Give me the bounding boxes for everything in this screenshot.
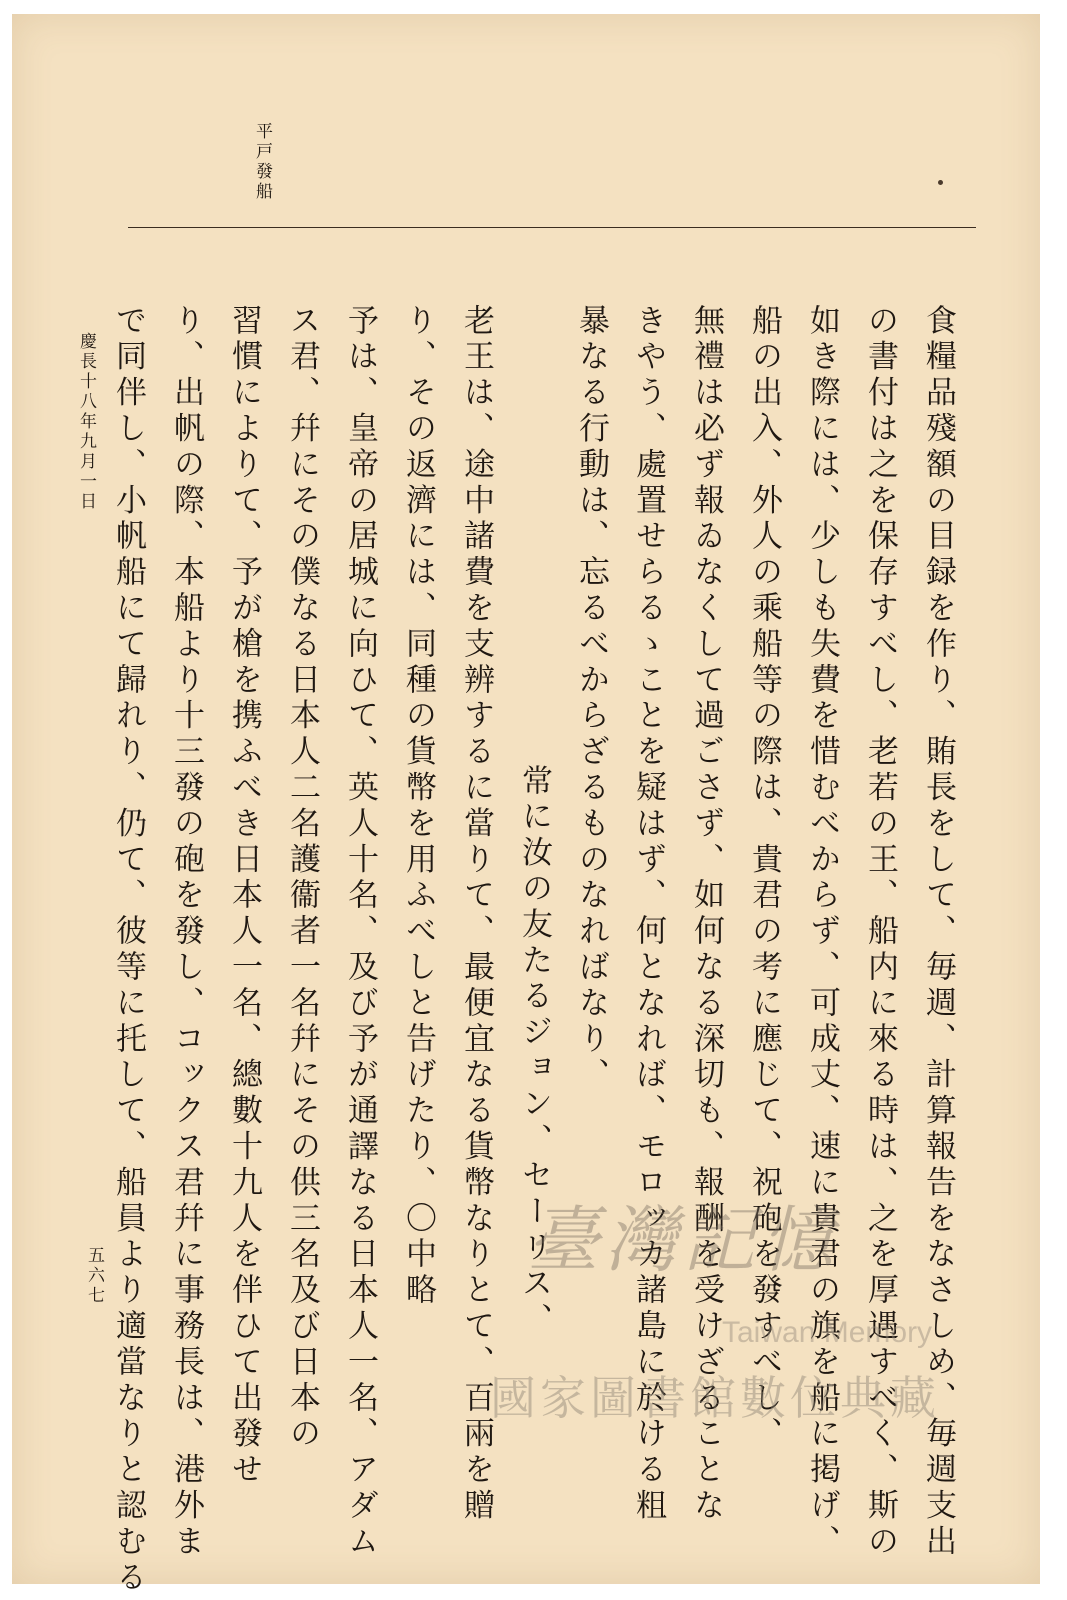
text-column: り、出帆の際、本船より十三發の砲を發し、コックス君幷に事務長は、港外ま xyxy=(168,304,204,1561)
running-title: 平戸發船 xyxy=(252,122,272,202)
book-page xyxy=(12,14,1040,1597)
text-column: 予は、皇帝の居城に向ひて、英人十名、及び予が通譯なる日本人一名、アダム xyxy=(342,304,378,1561)
text-column: 暴なる行動は、忘るべからざるものなればなり、 xyxy=(573,304,609,1094)
text-column: の書付は之を保存すべし、老若の王、船内に來る時は、之を厚遇すべく、斯の xyxy=(862,304,898,1561)
watermark-english: Taiwan Memory xyxy=(722,1316,933,1349)
text-column: 習慣によりて、予が槍を携ふべき日本人一名、總數十九人を伴ひて出發せ xyxy=(226,304,262,1489)
footer-date: 慶長十八年九月一日 xyxy=(76,332,96,512)
signature-column: 常に汝の友たるジョン、セーリス、 xyxy=(516,764,552,1339)
text-column: り、その返濟には、同種の貨幣を用ふべしと告げたり、〇中略 xyxy=(400,304,436,1310)
text-column: で同伴し、小帆船にて歸れり、仍て、彼等に托して、船員より適當なりと認むる xyxy=(110,304,146,1597)
page-number: 五六七 xyxy=(84,1246,104,1306)
text-column: 無禮は必ず報ゐなくして過ごさず、如何なる深切も、報酬を受けざることな xyxy=(688,304,724,1525)
text-column: きやう、處置せらるゝことを疑はず、何となれば、モロッカ諸島に於ける粗 xyxy=(630,304,666,1525)
text-column: ス君、幷にその僕なる日本人二名護衞者一名幷にその供三名及び日本の xyxy=(284,304,320,1453)
text-column: 如き際には、少しも失費を惜むべからず、可成丈、速に貴君の旗を船に掲げ、 xyxy=(804,304,840,1561)
watermark-subtitle: 國家圖書館數位典藏 xyxy=(490,1371,940,1425)
watermark-logo-text: 臺灣記憶 xyxy=(527,1198,840,1282)
header-rule xyxy=(128,227,976,228)
paper-speck xyxy=(938,180,943,185)
text-column: 食糧品殘額の目録を作り、賄長をして、毎週、計算報告をなさしめ、毎週支出 xyxy=(920,304,956,1561)
text-column: 船の出入、外人の乘船等の際は、貴君の考に應じて、祝砲を發すべし、 xyxy=(746,304,782,1453)
text-column: 老王は、途中諸費を支辨するに當りて、最便宜なる貨幣なりとて、百兩を贈 xyxy=(458,304,494,1525)
